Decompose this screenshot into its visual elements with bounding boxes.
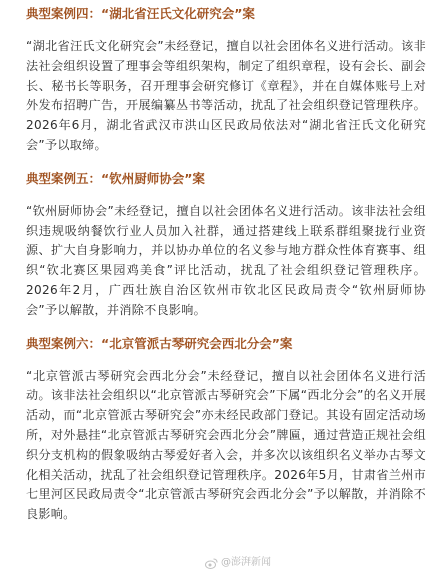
case-title: 典型案例六：“北京管派古琴研究会西北分会”案 <box>26 335 293 351</box>
case-title: 典型案例五：“钦州厨师协会”案 <box>26 170 205 186</box>
case-body: “湖北省汪氏文化研究会”未经登记，擅自以社会团体名义进行活动。该非法社会组织设置了理事会等组织架构，制定了组织章程，设有会长、副会长、秘书长等职务，召开理事会研究修订《章程》，并在自媒体账号上对外发布招聘广告，开展编纂丛书等活动，扰乱了社会组织登记管理秩序。2026年6月，湖北省武汉市洪山区民政局依法对“湖北省汪氏文化研究会”予以取缔。 <box>26 39 426 152</box>
watermark-text: @澎湃新闻 <box>221 557 271 568</box>
case-body: “钦州厨师协会”未经登记，擅自以社会团体名义进行活动。该非法社会组织违规吸纳餐饮行业人员加入社群，通过搭建线上联系群组聚拢行业资源、扩大自身影响力，并以协办单位的名义参与地方群众性体育赛事、组织“钦北赛区果园鸡美食”评比活动，扰乱了社会组织登记管理秩序。2026年2月，广西壮族自治区钦州市钦北区民政局责令“钦州厨师协会”予以解散，并消除不良影响。 <box>26 203 426 317</box>
weibo-icon <box>205 558 218 569</box>
watermark <box>205 556 271 570</box>
case-section-4 <box>26 0 426 156</box>
case-body: “北京管派古琴研究会西北分会”未经登记，擅自以社会团体名义进行活动。该非法社会组织以“北京管派古琴研究会”下属“西北分会”的名义开展活动，而“北京管派古琴研究会”亦未经民政部门登记。其设有固定活动场所，对外悬挂“北京管派古琴研究会西北分会”牌匾，通过营造正规社会组织分支机构的假象吸纳古琴爱好者入会，并多次以该组织名义举办古琴文化相关活动，扰乱了社会组织登记管理秩序。2026年5月，甘肃省兰州市七里河区民政局责令“北京管派古琴研究会西北分会”予以解散，并消除不良影响。 <box>26 368 426 522</box>
case-section-5 <box>26 156 426 321</box>
case-section-6 <box>26 321 426 525</box>
case-title: 典型案例四：“湖北省汪氏文化研究会”案 <box>26 6 255 21</box>
